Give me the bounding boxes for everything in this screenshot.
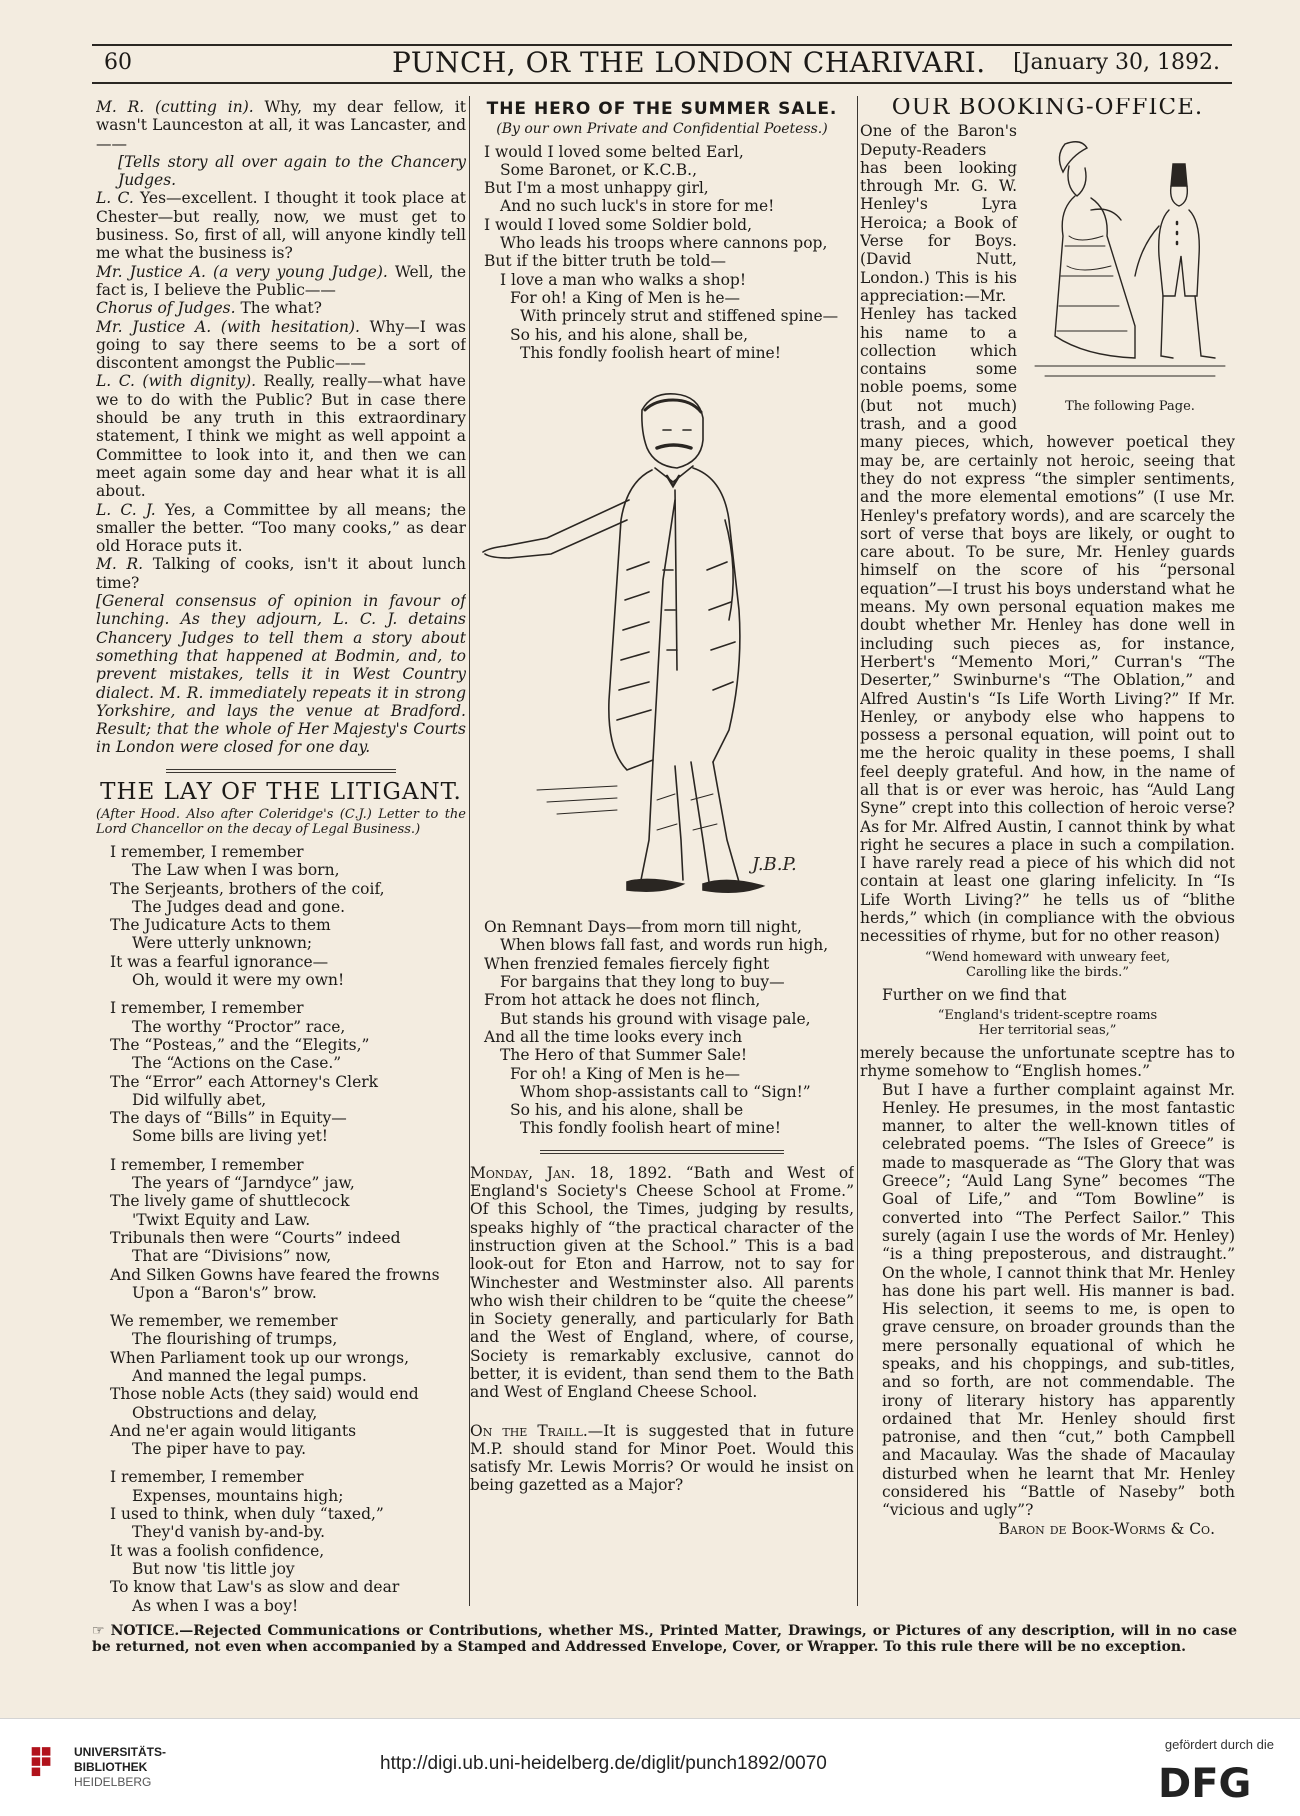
- dialogue-text: Yes—excellent. I thought it took place at Chester—but really, now, we must get to business. So, first of all, will anyone kindly tell me what the business is?: [96, 189, 466, 263]
- verse-line: And all the time looks every inch: [484, 1027, 743, 1046]
- issue-date: [January 30, 1892.: [1013, 50, 1220, 75]
- stanza-gap: [96, 1146, 466, 1156]
- speaker: Mr. Justice A.: [96, 317, 212, 336]
- stage-direction: (cutting in).: [154, 98, 254, 116]
- lady-and-page-illustration: [1025, 126, 1235, 416]
- verse-line: This fondly foolish heart of mine!: [520, 343, 781, 362]
- verse-line: When frenzied females fiercely fight: [484, 954, 770, 973]
- library-line: HEIDELBERG: [74, 1775, 152, 1789]
- verse-line: It was a foolish confidence,: [110, 1541, 325, 1560]
- verse-line: I remember, I remember: [110, 999, 304, 1018]
- stage-direction: (a very young Judge).: [213, 262, 388, 281]
- page-number: 60: [104, 50, 132, 75]
- quotation: [860, 950, 1235, 980]
- section-rule: [540, 1150, 784, 1154]
- paragraph-lead: On the Traill.: [470, 1421, 588, 1440]
- lay-title: THE LAY OF THE LITIGANT.: [100, 778, 462, 805]
- verse-line: As when I was a boy!: [132, 1596, 299, 1615]
- speaker: L. C. J.: [96, 500, 156, 519]
- verse-line: We remember, we remember: [110, 1312, 338, 1331]
- quotation-line: Her territorial seas,”: [978, 1022, 1117, 1038]
- judges-dialogue: [96, 98, 466, 757]
- quotation-line: “England's trident-sceptre roams: [937, 1007, 1158, 1023]
- quotation-line: Carolling like the birds.”: [966, 964, 1129, 980]
- verse-line: The worthy “Proctor” race,: [132, 1017, 346, 1036]
- dialogue-line: [96, 153, 466, 190]
- paragraph-text: “Bath and West of England's Society's Cheese School at Frome.” Of this School, the Times, judging by results, speaks highly of “the practical character of the instruction given at the School.” This is a bad look-out for Eton and Harrow, not to say for Winchester and Westminster also. All parents who wish their children to be “quite the cheese” in Society generally, and particularly for Bath and the West of England, where, of course, Society is remarkably exclusive, cannot do better, it is evident, than send them to the Bath and West of England Cheese School.: [470, 1163, 854, 1402]
- publication-title: PUNCH, OR THE LONDON CHARIVARI.: [392, 46, 986, 79]
- verse-line: So his, and his alone, shall be: [510, 1101, 744, 1120]
- speaker: L. C.: [96, 189, 134, 208]
- verse-line: When blows fall fast, and words run high,: [500, 936, 829, 955]
- verse-line: To know that Law's as slow and dear: [110, 1578, 400, 1597]
- booking-office-title: OUR BOOKING-OFFICE.: [891, 98, 1204, 120]
- lay-poem: [96, 843, 466, 1615]
- verse-line: Those noble Acts (they said) would end: [110, 1385, 419, 1404]
- verse-line: The days of “Bills” in Equity—: [110, 1109, 347, 1128]
- paragraph-lead: Monday, Jan. 18, 1892.: [470, 1163, 672, 1182]
- verse-line: Who leads his troops where cannons pop,: [500, 234, 828, 253]
- verse-line: I remember, I remember: [110, 1155, 304, 1174]
- verse-line: The piper have to pay.: [132, 1440, 307, 1459]
- notice: [92, 1623, 1237, 1655]
- speaker: L. C.: [96, 372, 135, 391]
- dialogue-line: [96, 592, 466, 757]
- funded-by-label: gefördert durch die: [1164, 1737, 1274, 1752]
- quotation: [860, 1008, 1235, 1038]
- verse-line: And no such luck's in store for me!: [500, 197, 775, 216]
- verse-line: But if the bitter truth be told—: [484, 252, 727, 271]
- verse-line: So his, and his alone, shall be,: [510, 325, 749, 344]
- column-left: [96, 98, 466, 1618]
- verse-line: And Silken Gowns have feared the frowns: [110, 1265, 440, 1284]
- verse-line: The “Error” each Attorney's Clerk: [110, 1072, 379, 1091]
- review-paragraph: One of the Baron's Deputy-Readers has been looking through Mr. G. W. Henley's Lyra Heroica; a Book of Verse for Boys. (David Nutt, London.) This is his appreciation:—Mr. Henley has tacked his name to a collection which contains some noble poems, some (but not much) trash, and a good many pieces, which, however poetical they may be, are certainly not heroic, seeing that they do not express “the simpler sentiments, and the more elemental emotions” (I use Mr. Henley's prefatory words), and are scarcely the sort of verse that boys are likely, or ought to care about. To be sure, Mr. Henley guards himself on the score of his “personal equation”—I trust his boys understand what he means. My own personal equation makes me doubt whether Mr. Henley has done well in including such pieces as, for instance, Herbert's “Memento Mori,” Curran's “The Deserter,” Swinburne's “The Oblation,” and Alfred Austin's “Is Life Worth Living?” If Mr. Henley, or anybody else who happens to possess a personal equation, will point out to me the heroic quality in these poems, I shall feel deeply grateful. And how, in the name of all that is or ever was heroic, has “Auld Lang Syne” crept into this collection of heroic verse? As for Mr. Alfred Austin, I cannot think by what right he secures a place in such a compilation. I have rarely read a piece of his which did not contain at least one glaring infelicity. In “Is Life Worth Living?” he tells us of “blithe herds,” which (in compliance with the obvious necessities of rhyme, but for no other reason): [860, 122, 1235, 946]
- review-paragraph: merely because the unfortunate sceptre has to rhyme somehow to “English homes.”: [860, 1043, 1235, 1081]
- verse-line: I used to think, when duly “taxed,”: [110, 1505, 384, 1524]
- dialogue-text: Really, really—what have we to do with the Public? But in case there should be any truth in this extraordinary statement, I think we might as well appoint a Committee to look into it, and then we can meet again some day and hear what it is all about.: [96, 372, 466, 501]
- illustration-signature: J.B.P.: [752, 854, 797, 876]
- dfg-logo-text: DFG: [1158, 1761, 1252, 1803]
- verse-line: The Law when I was born,: [132, 861, 340, 880]
- verse-line: Tribunals then were “Courts” indeed: [110, 1228, 401, 1247]
- speaker: Mr. Justice A.: [96, 262, 206, 281]
- library-line: UNIVERSITÄTS-: [74, 1745, 167, 1759]
- stage-direction: [General consensus of opinion in favour of lunching. As they adjourn, L. C. J. detains Chancery Judges to tell them a story about something that happened at Bodmin, and, to prevent mistakes, tells it in West Country dialect. M. R. immediately repeats it in strong Yorkshire, and lays the venue at Bradford. Result; that the whole of Her Majesty's Courts in London were closed for one day.: [96, 592, 466, 757]
- dialogue-text: Why, my dear fellow, it wasn't Launceston at all, it was Lancaster, and——: [96, 98, 466, 153]
- page-header: [92, 44, 1232, 84]
- verse-line: But now 'tis little joy: [132, 1559, 295, 1578]
- dialogue-line: [96, 299, 466, 317]
- verse-line: The flourishing of trumps,: [132, 1330, 338, 1349]
- university-library-logo-icon[interactable]: [30, 1743, 64, 1787]
- verse-line: The “Actions on the Case.”: [132, 1054, 342, 1073]
- traill-paragraph: [470, 1422, 854, 1495]
- verse-line: From hot attack he does not flinch,: [484, 991, 761, 1010]
- illustration-caption: The following Page.: [1065, 399, 1195, 414]
- verse-line: Oh, would it were my own!: [132, 971, 345, 990]
- verse-line: On Remnant Days—from morn till night,: [484, 918, 802, 937]
- stanza-gap: [96, 1302, 466, 1312]
- verse-line: The Hero of that Summer Sale!: [500, 1046, 748, 1065]
- poem-stanza: [470, 918, 854, 1138]
- dialogue-line: [96, 372, 466, 500]
- stage-direction: [Tells story all over again to the Chancery Judges.: [118, 152, 466, 190]
- verse-line: The years of “Jarndyce” jaw,: [132, 1174, 355, 1193]
- verse-line: I would I loved some belted Earl,: [484, 142, 744, 161]
- verse-line: And ne'er again would litigants: [110, 1421, 357, 1440]
- verse-line: But stands his ground with visage pale,: [500, 1009, 811, 1028]
- verse-line: It was a fearful ignorance—: [110, 952, 329, 971]
- stage-direction: Chorus of Judges.: [96, 299, 236, 318]
- verse-line: Some Baronet, or K.C.B.,: [500, 160, 698, 179]
- dfg-logo-icon[interactable]: [1156, 1757, 1276, 1803]
- viewer-footer: [0, 1718, 1300, 1816]
- review-paragraph: But I have a further complaint against Mr. Henley. He presumes, in the most fantastic manner, to alter the well-known titles of celebrated poems. “The Isles of Greece” is made to masquerade as “The Glory that was Greece”; “Auld Lang Syne” becomes “The Goal of Life,” and “Tom Bowline” is converted into “The Perfect Sailor.” This surely (again I use the words of Mr. Henley) “is a thing preposterous, and distraught.” On the whole, I cannot think that Mr. Henley has done his part well. His manner is bad. His selection, it seems to me, is open to grave censure, on broader grounds than the mere personally equational of which he speaks, and his choppings, and sub-titles, and so forth, are not commendable. The irony of literary history has apparently ordained that Mr. Henley should first patronise, and then “cut,” both Campbell and Macaulay. Was the shade of Macaulay disturbed when he learnt that Mr. Henley considered his “Battle of Naseby” both “vicious and ugly”?: [882, 1080, 1235, 1520]
- dialogue-line: [96, 318, 466, 373]
- dialogue-text: Talking of cooks, isn't it about lunch time?: [96, 555, 466, 592]
- dialogue-line: [96, 98, 466, 153]
- review-signature: Baron de Book-Worms & Co.: [998, 1519, 1215, 1538]
- cheese-school-paragraph: [470, 1164, 854, 1402]
- verse-line: For bargains that they long to buy—: [500, 973, 785, 992]
- speaker: M. R.: [96, 555, 144, 574]
- verse-line: And manned the legal pumps.: [132, 1367, 367, 1385]
- dialogue-line: [96, 263, 466, 300]
- poem-subtitle: (By our own Private and Confidential Poetess.): [496, 121, 828, 138]
- verse-line: 'Twixt Equity and Law.: [132, 1210, 311, 1229]
- review-paragraph: Further on we find that: [882, 985, 1067, 1004]
- verse-line: Did wilfully abet,: [132, 1090, 267, 1109]
- verse-line: Were utterly unknown;: [132, 934, 313, 953]
- stage-direction: (with hesitation).: [220, 317, 360, 336]
- notice-text: NOTICE.—Rejected Communications or Contributions, whether MS., Printed Matter, Drawings, or Pictures of any description, will in no case be returned, not even when accompanied by a Stamped and Addressed Envelope, Cover, or Wrapper. To this rule there will be no exception.: [92, 1623, 1237, 1655]
- dialogue-line: [96, 501, 466, 556]
- verse-line: They'd vanish by-and-by.: [132, 1523, 326, 1542]
- speaker: M. R.: [96, 98, 145, 116]
- column-rule: [857, 96, 858, 1606]
- verse-line: I would I loved some Soldier bold,: [484, 215, 752, 234]
- library-name: [74, 1745, 166, 1790]
- verse-line: The Judges dead and gone.: [132, 897, 346, 916]
- verse-line: But I'm a most unhappy girl,: [484, 179, 709, 198]
- verse-line: Whom shop-assistants call to “Sign!”: [520, 1082, 811, 1101]
- verse-line: Some bills are living yet!: [132, 1127, 329, 1146]
- section-rule: [166, 769, 396, 773]
- verse-line: Obstructions and delay,: [132, 1403, 318, 1422]
- lay-subtitle: (After Hood. Also after Coleridge's (C.J.) Letter to the Lord Chancellor on the decay of Legal Business.): [96, 806, 466, 837]
- verse-line: That are “Divisions” now,: [132, 1247, 332, 1266]
- verse-line: The lively game of shuttlecock: [110, 1192, 350, 1211]
- stanza-gap: [96, 1458, 466, 1468]
- quotation-line: “Wend homeward with unweary feet,: [924, 949, 1171, 965]
- verse-line: The Judicature Acts to them: [110, 916, 331, 935]
- pointing-hand-icon: ☞: [92, 1623, 105, 1639]
- column-right: [860, 98, 1235, 1618]
- verse-line: I remember, I remember: [110, 1468, 304, 1487]
- shopwalker-illustration: [477, 370, 847, 912]
- verse-line: The Serjeants, brothers of the coif,: [110, 879, 385, 898]
- poem-title: THE HERO OF THE SUMMER SALE.: [486, 99, 838, 119]
- dialogue-text: Yes, a Committee by all means; the smaller the better. “Too many cooks,” as dear old Horace puts it.: [96, 500, 466, 556]
- verse-line: Upon a “Baron's” brow.: [132, 1283, 317, 1302]
- column-middle: [470, 98, 854, 1618]
- verse-line: The “Posteas,” and the “Elegits,”: [110, 1035, 370, 1054]
- dialogue-text: The what?: [235, 299, 322, 318]
- verse-line: For oh! a King of Men is he—: [510, 1064, 741, 1083]
- verse-line: This fondly foolish heart of mine!: [520, 1119, 781, 1138]
- verse-line: I love a man who walks a shop!: [500, 270, 747, 289]
- dialogue-text: Well, the fact is, I believe the Public——: [96, 262, 466, 299]
- permalink-url[interactable]: http://digi.ub.uni-heidelberg.de/diglit/punch1892/0070: [380, 1753, 827, 1774]
- stage-direction: (with dignity).: [142, 372, 257, 391]
- verse-line: I remember, I remember: [110, 842, 304, 861]
- dialogue-line: [96, 555, 466, 592]
- paragraph-text: —It is suggested that in future M.P. should stand for Minor Poet. Would this satisfy Mr. Lewis Morris? Or would he insist on being gazetted as a Major?: [470, 1421, 854, 1495]
- verse-line: For oh! a King of Men is he—: [510, 288, 741, 307]
- verse-line: Expenses, mountains high;: [132, 1486, 344, 1505]
- library-line: BIBLIOTHEK: [74, 1760, 148, 1774]
- dialogue-line: [96, 189, 466, 262]
- stanza-gap: [96, 989, 466, 999]
- verse-line: With princely strut and stiffened spine—: [520, 307, 839, 326]
- verse-line: When Parliament took up our wrongs,: [110, 1348, 410, 1367]
- dialogue-text: Why—I was going to say there seems to be a sort of discontent amongst the Public——: [96, 317, 466, 373]
- poem-stanza: [470, 143, 854, 363]
